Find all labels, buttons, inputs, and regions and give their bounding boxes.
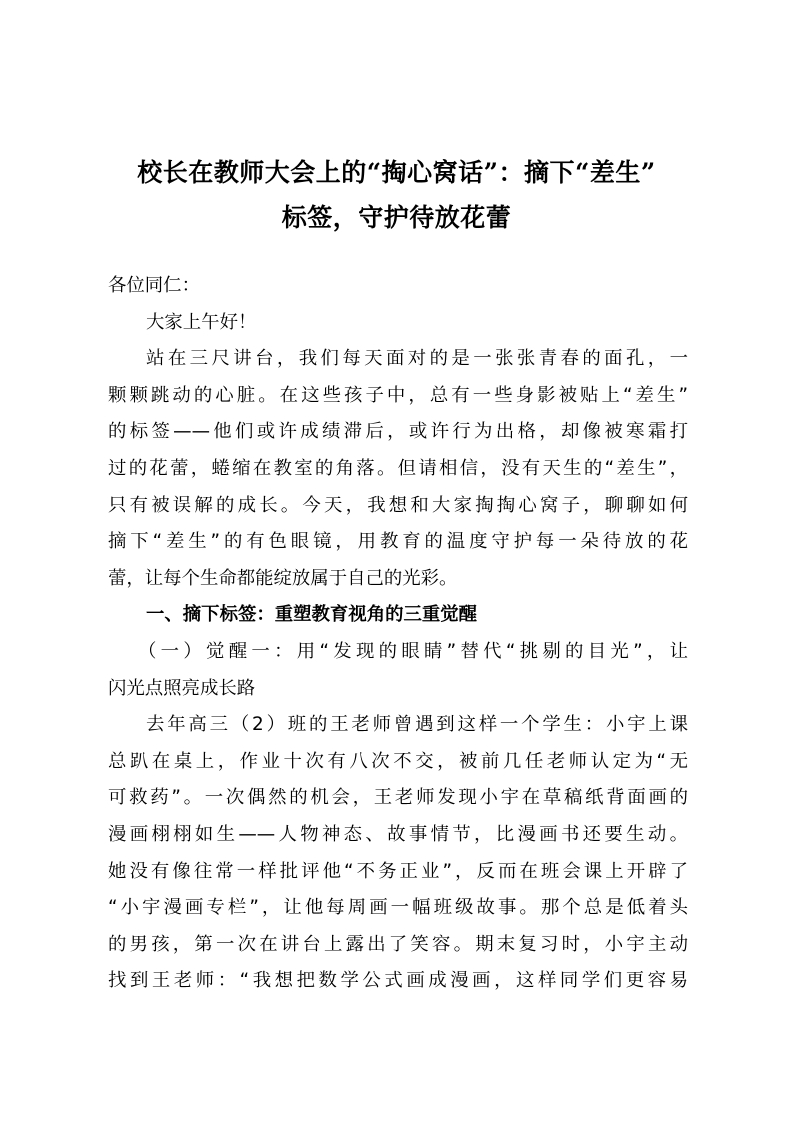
paragraph-line: 找到王老师：“我想把数学公式画成漫画，这样同学们更容易	[108, 970, 688, 992]
paragraph-story	[108, 707, 688, 1000]
paragraph-line: 她没有像往常一样批评他“不务正业”，反而在班会课上开辟了	[108, 860, 688, 882]
document-body	[108, 268, 688, 1000]
paragraph-line: 颗颗跳动的心脏。在这些孩子中，总有一些身影被贴上“差生”	[108, 384, 688, 406]
paragraph-line: 站在三尺讲台，我们每天面对的是一张张青春的面孔，一	[146, 348, 688, 370]
subsection-line: 闪光点照亮成长路	[108, 677, 256, 699]
subsection-heading	[108, 634, 688, 707]
section-heading: 一、摘下标签：重塑教育视角的三重觉醒	[146, 604, 478, 626]
title-line-1: 校长在教师大会上的“掏心窝话”：摘下“差生”	[137, 158, 656, 187]
paragraph-line: 去年高三（2）班的王老师曾遇到这样一个学生：小宇上课	[146, 714, 688, 736]
salutation: 各位同仁：	[108, 275, 200, 296]
paragraph-line: 漫画栩栩如生——人物神态、故事情节，比漫画书还要生动。	[108, 823, 688, 845]
paragraph-intro	[108, 341, 688, 597]
paragraph-line: “小宇漫画专栏”，让他每周画一幅班级故事。那个总是低着头	[108, 897, 688, 919]
title-line-2: 标签，守护待放花蕾	[281, 203, 512, 232]
paragraph-line: 的男孩，第一次在讲台上露出了笑容。期末复习时，小宇主动	[108, 933, 688, 955]
paragraph-line: 只有被误解的成长。今天，我想和大家掏掏心窝子，聊聊如何	[108, 494, 688, 516]
paragraph-line: 过的花蕾，蜷缩在教室的角落。但请相信，没有天生的“差生”，	[108, 457, 688, 479]
paragraph-line: 总趴在桌上，作业十次有八次不交，被前几任老师认定为“无	[108, 750, 688, 772]
paragraph-line: 可救药”。一次偶然的机会，王老师发现小宇在草稿纸背面画的	[108, 787, 688, 809]
document-title	[60, 150, 733, 240]
greeting: 大家上午好！	[146, 311, 257, 333]
paragraph-line: 蕾，让每个生命都能绽放属于自己的光彩。	[108, 567, 458, 589]
paragraph-line: 的标签——他们或许成绩滞后，或许行为出格，却像被寒霜打	[108, 421, 688, 443]
subsection-line: （一）觉醒一：用“发现的眼睛”替代“挑剔的目光”，让	[138, 640, 688, 662]
paragraph-line: 摘下“差生”的有色眼镜，用教育的温度守护每一朵待放的花	[108, 531, 688, 553]
